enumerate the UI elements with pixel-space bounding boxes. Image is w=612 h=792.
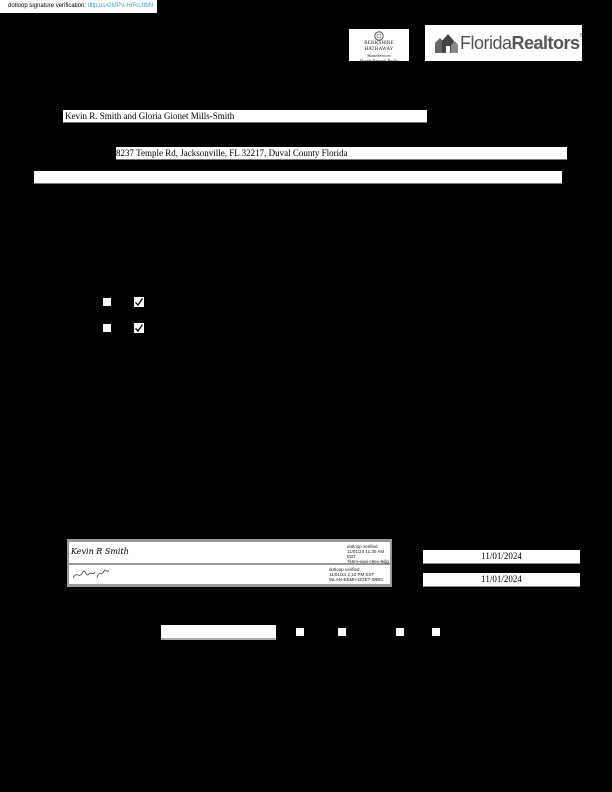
florida-realtors-bold: Realtors (511, 33, 580, 53)
row1-option-a-checkbox[interactable] (103, 298, 111, 306)
florida-realtors-light: Florida (460, 33, 512, 53)
verification-label: dotloop signature verification: (8, 3, 87, 9)
parties-field[interactable]: Kevin R. Smith and Gloria Gionet Mills-Smith (63, 110, 427, 123)
row2-option-b-checkbox-checked[interactable] (134, 323, 144, 333)
property-address-field[interactable]: 8237 Temple Rd, Jacksonville, FL 32217, Duval County Florida (116, 147, 567, 160)
florida-realtors-logo (425, 25, 582, 61)
signature-row-1[interactable] (69, 542, 390, 563)
row2-option-a-checkbox[interactable] (103, 324, 111, 332)
houses-icon (433, 31, 459, 55)
bottom-checkbox-4[interactable] (432, 628, 440, 636)
signature-block (67, 539, 392, 587)
verification-link[interactable]: dtlp.us/GMPV-HrRc-ttbN (87, 3, 154, 9)
bottom-checkbox-1[interactable] (296, 628, 304, 636)
florida-realtors-wordmark (460, 33, 583, 54)
bottom-checkbox-3[interactable] (396, 628, 404, 636)
legal-description-field[interactable] (34, 171, 562, 184)
initials-field[interactable] (161, 625, 276, 640)
bhhs-logo-line1: BERKSHIRE HATHAWAY (364, 41, 394, 52)
signature-2-date[interactable]: 11/01/2024 (423, 573, 580, 587)
signature-1-date[interactable]: 11/01/2024 (423, 550, 580, 564)
bhhs-logo-line3: Florida Network Realty (360, 58, 398, 63)
bottom-checkbox-2[interactable] (338, 628, 346, 636)
signature-1-name: Kevin R Smith (71, 547, 129, 556)
row1-option-b-checkbox-checked[interactable] (134, 297, 144, 307)
signature-row-2[interactable] (69, 565, 390, 584)
berkshire-hathaway-logo (349, 29, 409, 61)
bhhs-logo-line2: HomeServices (367, 53, 391, 58)
handwritten-signature-icon (71, 566, 111, 582)
bhhs-seal-icon (373, 31, 385, 41)
dotloop-verification-banner (0, 0, 157, 13)
florida-realtors-mark: ® (579, 33, 583, 39)
signature-1-meta: dotloop verified 11/01/24 11:30 AM EDT 7k6m-eqoi-c6ev-9djg (347, 544, 390, 564)
signature-2-meta: dotloop verified 11/01/24 2:10 PM EST WLAN-EEMH-DGE7-WBIC (329, 567, 384, 582)
